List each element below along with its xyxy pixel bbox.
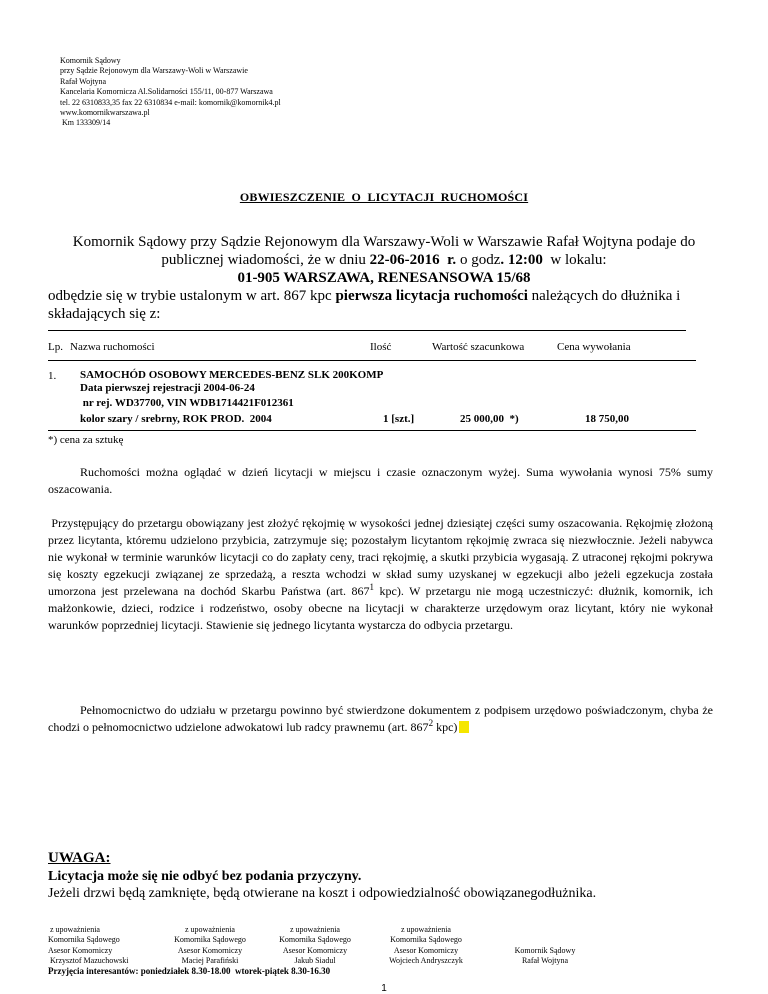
table-bottom-rule	[48, 430, 696, 431]
intro-text: należących do dłużnika i	[527, 288, 681, 304]
signature-block	[370, 925, 482, 967]
table-header-rule	[48, 360, 696, 361]
item-name: SAMOCHÓD OSOBOWY MERCEDES-BENZ SLK 200KOMP	[80, 369, 384, 381]
signature-block	[48, 925, 148, 967]
signature-line: z upoważnienia	[401, 925, 451, 934]
auction-address: 01-905 WARSZAWA, RENESANSOWA 15/68	[237, 270, 531, 286]
intro-line-2	[48, 251, 720, 269]
paragraph-text: kpc). W przetargu nie mogą uczestniczyć: dłużnik, komornik, ich małżonkowie, dzieci, rodzice i rodzeństwo, osoby obecne na licytacji w charakterze urzędowym oraz licytant, który nie wykonał warunków poprzedniej licytacji. Stawienie się jednego licytanta wystarcza do odbycia przetargu.	[48, 584, 713, 632]
header-qty: Ilość	[370, 341, 392, 353]
letterhead-line: tel. 22 6310833,35 fax 22 6310834 e-mail: komornik@komornik4.pl	[60, 97, 281, 107]
notice-line: Jeżeli drzwi będą zamknięte, będą otwierane na koszt i odpowiedzialność obowiązanegodłużnika.	[48, 886, 597, 901]
document-title: OBWIESZCZENIE O LICYTACJI RUCHOMOŚCI	[239, 190, 529, 204]
paragraph-text: Przystępujący do przetargu obowiązany jest złożyć rękojmię w wysokości jednej dziesiątej części sumy oszacowania. Rękojmię złożoną przez licytanta, któremu udzielono przybicia, zatrzymuje się; pozostałym licytantom rękojmię zwraca się niezwłocznie. Jeżeli nabywca nie wykonał w terminie warunków licytacji co do zapłaty ceny, traci rękojmię, a skutki przybicia wygasają. Z utraconej rękojmi pokrywa się koszty egzekucji związanej ze sprzedażą, a reszta wchodzi w skład sumy uzyskanej w egzekucji albo jeżeli egzekucja została umorzona jest przelewana na dochód Skarbu Państwa (art. 867	[48, 516, 713, 598]
letterhead-line: Km 133309/14	[60, 118, 111, 128]
item-qty: 1 [szt.]	[383, 413, 415, 425]
signature-line: Rafał Wojtyna	[521, 956, 569, 966]
signature-line: Komornik Sądowy	[514, 946, 576, 955]
letterhead-line: przy Sądzie Rejonowym dla Warszawy-Woli w Warszawie	[60, 66, 248, 76]
signature-line: z upoważnienia	[290, 925, 340, 934]
signature-line: Maciej Parafiński	[181, 956, 239, 966]
item-value: 25 000,00 *)	[460, 413, 519, 425]
signature-block	[160, 925, 260, 967]
highlight-mark	[459, 721, 469, 733]
signature-line: Wojciech Andryszczyk	[389, 956, 463, 966]
item-detail: nr rej. WD37700, VIN WDB1714421F012361	[80, 397, 294, 409]
signature-line: Komornika Sądowego	[174, 935, 246, 945]
header-lp: Lp.	[48, 341, 63, 353]
signature-block	[265, 925, 365, 967]
paragraph-power-of-attorney	[48, 702, 713, 736]
intro-text: w lokalu:	[542, 252, 607, 268]
intro	[48, 233, 720, 323]
intro-line-5: składających się z:	[48, 306, 161, 322]
letterhead	[60, 56, 281, 129]
letterhead-line: Komornik Sądowy	[60, 56, 121, 65]
auction-date: 22-06-2016 r.	[369, 252, 457, 268]
signature-line: Komornika Sądowego	[48, 935, 120, 945]
paragraph-text	[48, 702, 713, 736]
row-lp: 1.	[48, 370, 57, 382]
signature-line: Asesor Komorniczy	[48, 945, 113, 955]
intro-text: odbędzie się w trybie ustalonym w art. 867 kpc	[48, 288, 336, 304]
notice-line: Licytacja może się nie odbyć bez podania przyczyny.	[48, 869, 362, 884]
auction-type: pierwsza licytacja ruchomości	[335, 288, 528, 304]
signature-line: Komornika Sądowego	[390, 935, 462, 945]
notice-heading: UWAGA:	[48, 850, 111, 866]
header-price: Cena wywołania	[557, 341, 631, 353]
auction-time: . 12:00	[500, 252, 543, 268]
signature-line: z upoważnienia	[48, 925, 100, 934]
office-hours: Przyjęcia interesantów: poniedziałek 8.30-18.00 wtorek-piątek 8.30-16.30	[48, 966, 331, 976]
intro-text: o godz	[456, 252, 501, 268]
paragraph-text	[48, 515, 713, 634]
signature-line: Jakub Siadul	[294, 956, 336, 966]
signature-line: Komornika Sądowego	[279, 935, 351, 945]
article-superscript: 1	[369, 582, 374, 592]
intro-line-4	[48, 287, 720, 305]
table-top-rule	[48, 330, 686, 331]
article-superscript: 2	[428, 718, 434, 728]
signature-block-bailiff	[495, 946, 595, 967]
item-price: 18 750,00	[585, 413, 629, 425]
page-number: 1	[381, 983, 387, 994]
letterhead-line: Kancelaria Komornicza Al.Solidarności 155/11, 00-877 Warszawa	[60, 87, 273, 97]
signature-line: Asesor Komorniczy	[393, 945, 459, 955]
item-detail: Data pierwszej rejestracji 2004-06-24	[80, 382, 255, 394]
letterhead-line: www.komornikwarszawa.pl	[60, 108, 150, 118]
notice-section	[48, 850, 596, 902]
paragraph-text: Ruchomości można oglądać w dzień licytacji w miejscu i czasie oznaczonym wyżej. Suma wywołania wynosi 75% sumy oszacowania.	[48, 465, 713, 496]
table-footnote: *) cena za sztukę	[48, 434, 124, 446]
header-name: Nazwa ruchomości	[70, 341, 155, 353]
item-detail: kolor szary / srebrny, ROK PROD. 2004	[80, 413, 272, 425]
intro-text: publicznej wiadomości, że w dniu	[161, 252, 370, 268]
signature-line: Asesor Komorniczy	[282, 945, 348, 955]
header-value: Wartość szacunkowa	[432, 341, 525, 353]
signature-line: z upoważnienia	[185, 925, 235, 934]
paragraph-text: Pełnomocnictwo do udziału w przetargu powinno być stwierdzone dokumentem z podpisem urzędowo poświadczonym, chyba że chodzi o pełnomocnictwo udzielone adwokatowi lub radcy prawnemu (art. 867	[48, 703, 713, 734]
paragraph-deposit	[48, 515, 713, 634]
intro-line-1: Komornik Sądowy przy Sądzie Rejonowym dla Warszawy-Woli w Warszawie Rafał Wojtyna podaje do	[72, 234, 696, 250]
signature-line: Asesor Komorniczy	[177, 945, 243, 955]
signature-line: Krzysztof Mazuchowski	[48, 956, 129, 966]
paragraph-text: kpc)	[433, 720, 458, 734]
paragraph-viewing	[48, 464, 713, 498]
letterhead-line: Rafał Wojtyna	[60, 76, 107, 86]
